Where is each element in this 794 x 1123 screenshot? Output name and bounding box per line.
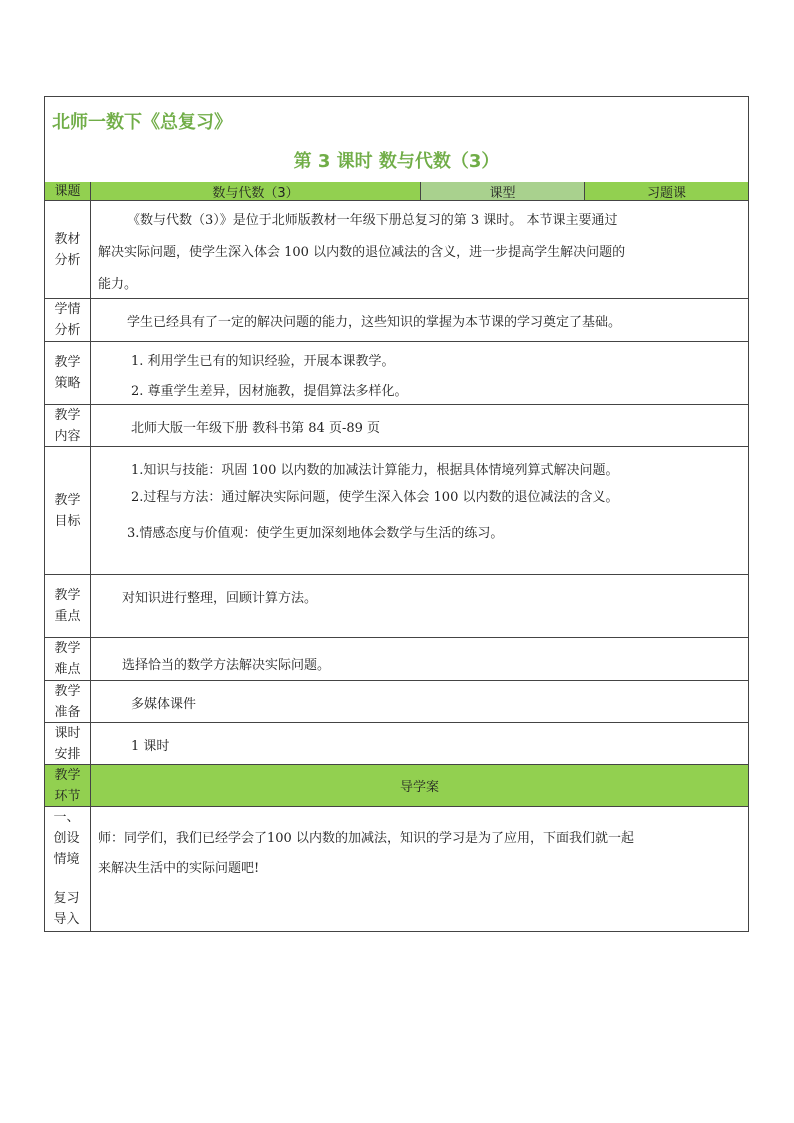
teaching-process-label: 教学环节 — [45, 765, 91, 806]
row-teaching-strategy — [45, 342, 748, 405]
student-analysis-text — [91, 299, 748, 341]
schedule-label: 课时安排 — [45, 723, 91, 764]
guide-plan-title: 导学案 — [399, 780, 439, 795]
difficulty-line: 选择恰当的数学方法解决实际问题。 — [122, 658, 331, 673]
material-analysis-label: 教材分析 — [45, 201, 91, 298]
teaching-content-text — [91, 405, 748, 446]
lesson-plan-table — [44, 96, 749, 932]
preparation-label: 教学准备 — [45, 681, 91, 722]
series-title: 北师一数下《总复习》 — [52, 112, 232, 133]
list-item: 1. 利用学生已有的知识经验，开展本课教学。 — [131, 354, 395, 369]
table-header — [45, 97, 748, 183]
row-topic — [45, 182, 748, 201]
preparation-line: 多媒体课件 — [131, 697, 197, 712]
list-item: 3.情感态度与价值观：使学生更加深刻地体会数学与生活的练习。 — [127, 526, 504, 541]
key-points-line: 对知识进行整理，回顾计算方法。 — [122, 591, 318, 606]
preparation-text — [91, 681, 748, 722]
teaching-strategy-label: 教学策略 — [45, 342, 91, 404]
lesson-type-value: 习题课 — [585, 182, 748, 200]
stage-intro-label — [45, 807, 91, 931]
list-item: 1.知识与技能：巩固 100 以内数的加减法计算能力，根据具体情境列算式解决问题。 — [131, 463, 619, 478]
student-analysis-label: 学情分析 — [45, 299, 91, 341]
key-points-label: 教学重点 — [45, 575, 91, 637]
list-item: 2.过程与方法：通过解决实际问题，使学生深入体会 100 以内数的退位减法的含义。 — [131, 490, 619, 505]
stage-intro-line: 来解决生活中的实际问题吧! — [98, 861, 260, 876]
teaching-strategy-list — [91, 342, 748, 404]
student-analysis-line: 学生已经具有了一定的解决问题的能力，这些知识的掌握为本节课的学习奠定了基础。 — [127, 315, 622, 330]
guide-plan-header — [91, 765, 748, 806]
row-teaching-content — [45, 405, 748, 447]
material-analysis-text — [91, 201, 748, 298]
row-teaching-goals — [45, 447, 748, 575]
stage-intro-text — [91, 807, 748, 931]
row-student-analysis — [45, 299, 748, 342]
teaching-content-label: 教学内容 — [45, 405, 91, 446]
teaching-goals-label: 教学目标 — [45, 447, 91, 574]
lesson-title: 第 3 课时 数与代数（3） — [293, 151, 500, 172]
schedule-line: 1 课时 — [131, 739, 170, 754]
analysis-line: 解决实际问题，使学生深入体会 100 以内数的退位减法的含义，进一步提高学生解决问题的 — [98, 245, 626, 260]
lesson-type-label: 课型 — [421, 182, 585, 200]
teaching-goals-list — [91, 447, 748, 574]
row-material-analysis — [45, 201, 748, 299]
row-key-points — [45, 575, 748, 638]
teaching-content-line: 北师大版一年级下册 教科书第 84 页-89 页 — [131, 421, 381, 436]
analysis-line: 《数与代数（3）》是位于北师版教材一年级下册总复习的第 3 课时。 本节课主要通过 — [127, 213, 618, 228]
stage-label-a: 一、创设情境 — [53, 810, 80, 867]
row-teaching-process — [45, 765, 748, 807]
key-points-text — [91, 575, 748, 637]
difficulty-label: 教学难点 — [45, 638, 91, 680]
stage-label-b: 复习导入 — [53, 891, 80, 927]
list-item: 2. 尊重学生差异，因材施教，提倡算法多样化。 — [131, 384, 408, 399]
row-preparation — [45, 681, 748, 723]
stage-intro-line: 师：同学们，我们已经学会了100 以内数的加减法，知识的学习是为了应用，下面我们就一起 — [98, 831, 634, 846]
row-topic-label: 课题 — [45, 182, 91, 200]
analysis-line: 能力。 — [98, 277, 138, 292]
row-difficulty — [45, 638, 748, 681]
topic-value: 数与代数（3） — [91, 182, 421, 200]
schedule-text — [91, 723, 748, 764]
row-schedule — [45, 723, 748, 765]
difficulty-text — [91, 638, 748, 680]
row-stage-intro — [45, 807, 748, 931]
